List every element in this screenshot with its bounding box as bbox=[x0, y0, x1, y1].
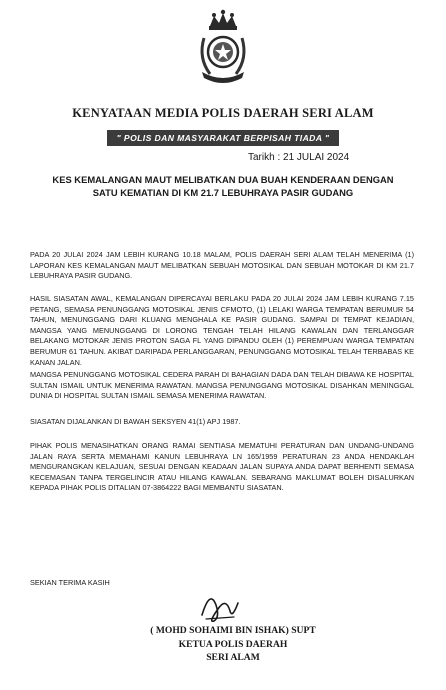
signatory-district: SERI ALAM bbox=[206, 652, 260, 664]
paragraph-investigation: HASIL SIASATAN AWAL, KEMALANGAN DIPERCAYAI BERLAKU PADA 20 JULAI 2024 JAM LEBIH KURANG 7.15 PETANG, SEMASA PENUNGGANG MOTOSIKAL JENIS CFMOTO, (1) LELAKI WARGA TEMPATAN BERUMUR 54 TAHUN, MENUNGGANG DARI KLUANG MENGHALA KE PASIR GUDANG. SAMPAI DI TEMPAT KEJADIAN, MANGSA YANG MENUNGGANG DI LORONG TENGAH TELAH HILANG KAWALAN DAN TERLANGGAR BELAKANG MOTOKAR JENIS PROTON SAGA FL YANG DIPANDU OLEH (1) PEREMPUAN WARGA TEMPATAN BERUMUR 61 TAHUN. AKIBAT DARIPADA PERLANGGARAN, PENUNGGANG MOTOSIKAL TELAH TERBABAS KE KANAN JALAN. bbox=[30, 294, 414, 367]
paragraph-advice: PIHAK POLIS MENASIHATKAN ORANG RAMAI SENTIASA MEMATUHI PERATURAN DAN UNDANG-UNDANG JALAN RAYA SERTA MEMAHAMI KANUN LEBUHRAYA LN 165/1959 PERATURAN 23 ANDA HENDAKLAH MENGURANGKAN KELAJUAN, SESUAI DENGAN KEADAAN JALAN SUPAYA ANDA DAPAT BERHENTI SEMASA KECEMASAN TANPA TERGELINCIR ATAU HILANG KAWALAN. SEBARANG MAKLUMAT BOLEH DISALURKAN KEPADA PIHAK POLIS DITALIAN 07-3864222 BAGI MEMBANTU SIASATAN. bbox=[30, 441, 414, 493]
press-release-title: KENYATAAN MEDIA POLIS DAERAH SERI ALAM bbox=[72, 106, 374, 120]
signatory-position: KETUA POLIS DAERAH bbox=[178, 638, 288, 650]
motto-text: " POLIS DAN MASYARAKAT BERPISAH TIADA " bbox=[107, 130, 340, 146]
signatory-block bbox=[108, 624, 358, 665]
release-date: Tarikh : 21 JULAI 2024 bbox=[248, 152, 350, 163]
paragraph-closing: SEKIAN TERIMA KASIH bbox=[30, 578, 110, 587]
paragraph-report: PADA 20 JULAI 2024 JAM LEBIH KURANG 10.18 MALAM, POLIS DAERAH SERI ALAM TELAH MENERIMA (1) LAPORAN KES KEMALANGAN MAUT MELIBATKAN SEBUAH MOTOSIKAL DAN SEBUAH MOTOKAR DI KM 21.7 LEBUHRAYA PASIR GUDANG. bbox=[30, 250, 414, 281]
royal-malaysia-police-crest-icon bbox=[194, 8, 252, 86]
handwritten-signature-icon bbox=[196, 585, 242, 627]
signatory-name: ( MOHD SOHAIMI BIN ISHAK) SUPT bbox=[150, 625, 316, 636]
motto-banner bbox=[0, 128, 446, 146]
paragraph-victim: MANGSA PENUNGGANG MOTOSIKAL CEDERA PARAH DI BAHAGIAN DADA DAN TELAH DIBAWA KE HOSPITAL SULTAN ISMAIL UNTUK MENERIMA RAWATAN. MANGSA PENUNGGANG MOTOSIKAL DISAHKAN MENINGGAL DUNIA DI HOSPITAL SULTAN ISMAIL SEMASA MENERIMA RAWATAN. bbox=[30, 370, 414, 401]
paragraph-legal-section: SIASATAN DIJALANKAN DI BAWAH SEKSYEN 41(1) APJ 1987. bbox=[30, 417, 241, 426]
headline: KES KEMALANGAN MAUT MELIBATKAN DUA BUAH KENDERAAN DENGAN SATU KEMATIAN DI KM 21.7 LEBUHRAYA PASIR GUDANG bbox=[52, 174, 394, 198]
